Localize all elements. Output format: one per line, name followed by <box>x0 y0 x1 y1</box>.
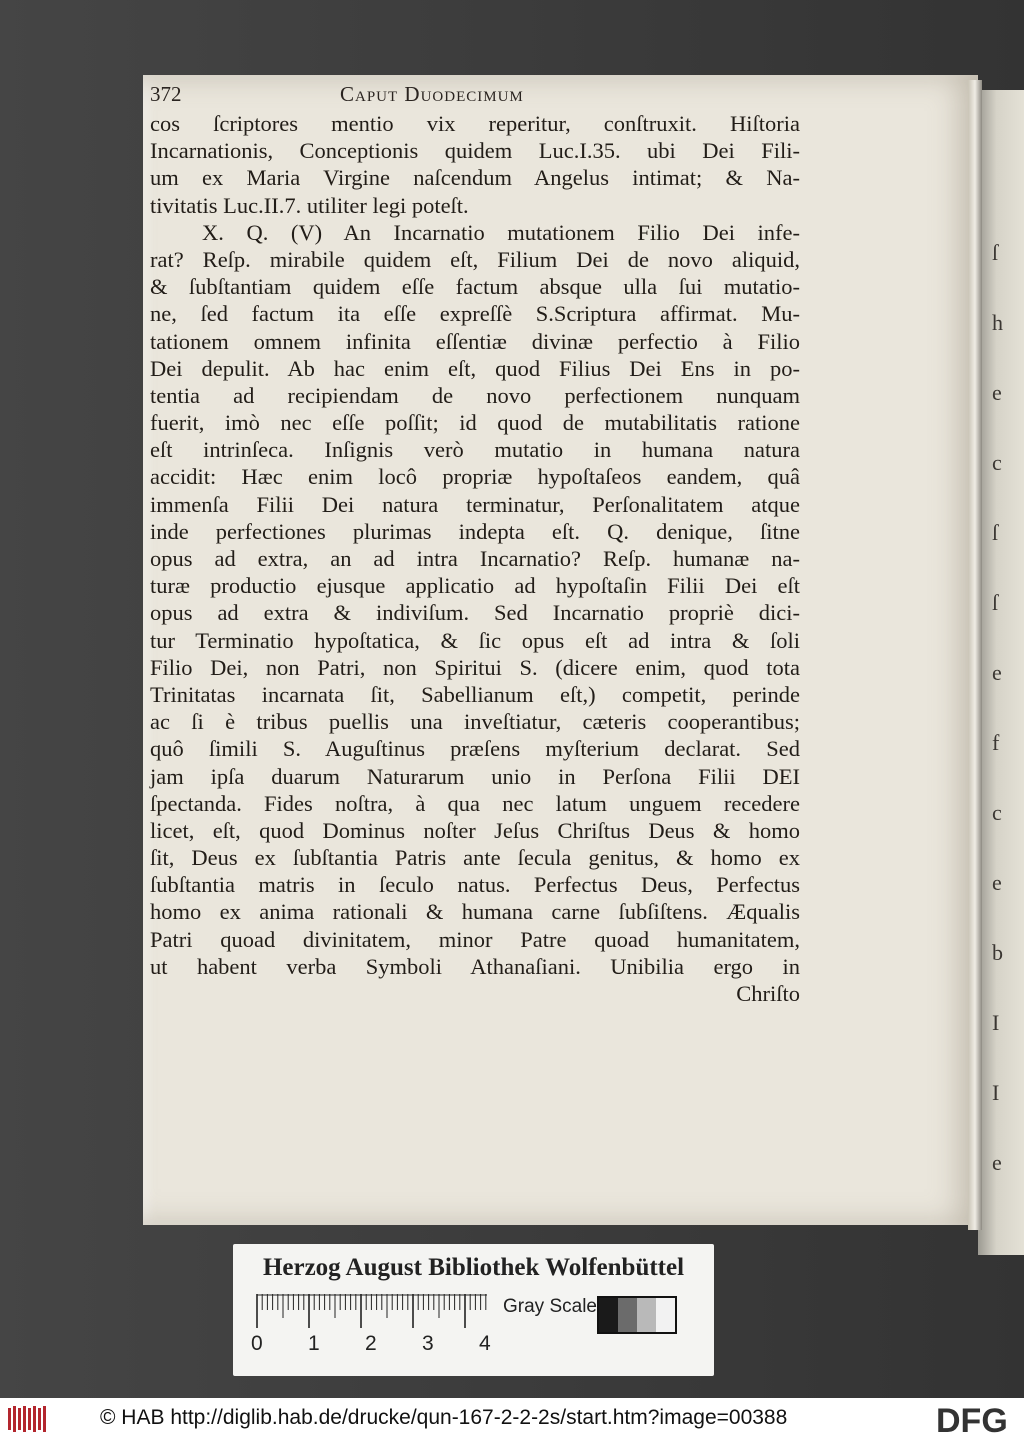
text-line: ne, ſed factum ita eſſe expreſſè S.Scriptura affirmat. Mu- <box>150 301 800 327</box>
text-line: quô ſimili S. Auguſtinus præſens myſterium declarat. Sed <box>150 736 800 762</box>
ruler-number: 3 <box>422 1332 434 1355</box>
ruler-number: 0 <box>251 1332 263 1355</box>
facing-page-glyph: ſ <box>992 240 999 265</box>
hab-logo-icon <box>6 1404 50 1434</box>
facing-page-glyph: ſ <box>992 520 999 545</box>
text-line: jam ipſa duarum Naturarum unio in Perſona Filii DEI <box>150 763 800 789</box>
gray-swatch <box>656 1298 675 1332</box>
running-header <box>150 82 620 112</box>
text-line: inde perfectiones plurimas indepta eſt. Q. denique, ſitne <box>150 518 800 544</box>
facing-page-glyph: c <box>992 450 1002 475</box>
footer-bar <box>0 1398 1024 1440</box>
facing-page-glyph: f <box>992 730 1000 755</box>
ruler-number: 4 <box>479 1332 491 1355</box>
text-line: turæ productio ejusque applicatio ad hypoſtaſin Filii Dei eſt <box>150 573 800 599</box>
text-line: ac ſi è tribus puellis una inveſtiatur, cæteris cooperantibus; <box>150 709 800 735</box>
library-color-card <box>233 1244 714 1376</box>
facing-page-glyph: e <box>992 660 1002 685</box>
facing-page-glyph: e <box>992 870 1002 895</box>
text-line: rat? Reſp. mirabile quidem eſt, Filium Dei de novo aliquid, <box>150 246 800 272</box>
text-line: ſit, Deus ex ſubſtantia Patris ante ſecula genitus, & homo ex <box>150 845 800 871</box>
text-line: Chriſto <box>736 981 800 1006</box>
ruler-numbers <box>251 1332 511 1358</box>
copyright-url[interactable]: © HAB http://diglib.hab.de/drucke/qun-167-2-2-2s/start.htm?image=00388 <box>100 1406 788 1429</box>
ruler-number: 2 <box>365 1332 377 1355</box>
text-line: eſt intrinſeca. Inſignis verò mutatio in humana natura <box>150 437 800 463</box>
text-line: um ex Maria Virgine naſcendum Angelus intimat; & Na- <box>150 165 800 191</box>
gray-swatch <box>618 1298 637 1332</box>
text-line: & ſubſtantiam quidem eſſe factum absque ulla ſui mutatio- <box>150 274 800 300</box>
facing-page-glyph: h <box>992 310 1003 335</box>
dfg-logo <box>934 1401 1018 1437</box>
text-line: Incarnationis, Conceptionis quidem Luc.I.35. ubi Dei Fili- <box>150 138 800 164</box>
text-line: Patri quoad divinitatem, minor Patre quoad humanitatem, <box>150 926 800 952</box>
text-line: tentia ad recipiendam de novo perfectionem nunquam <box>150 382 800 408</box>
text-line: X. Q. (V) An Incarnatio mutationem Filio Dei infe- <box>202 219 800 245</box>
text-line: Filio Dei, non Patri, non Spiritui S. (dicere enim, quod tota <box>150 654 800 680</box>
page-fold-shadow <box>968 80 982 1230</box>
text-line: Trinitatas incarnata ſit, Sabellianum eſt,) competit, perinde <box>150 681 800 707</box>
text-line: Dei depulit. Ab hac enim eſt, quod Filius Dei Ens in po- <box>150 355 800 381</box>
text-line: ut habent verba Symboli Athanaſiani. Unibilia ergo in <box>150 953 800 979</box>
page-number: 372 <box>150 82 182 106</box>
gray-scale-label: Gray Scale <box>503 1296 597 1317</box>
gray-swatch <box>637 1298 656 1332</box>
text-line: opus ad extra & indiviſum. Sed Incarnatio propriè dici- <box>150 600 800 626</box>
text-line: ſpectanda. Fides noſtra, à qua nec latum unguem recedere <box>150 790 800 816</box>
dfg-logo-text: DFG <box>936 1402 1008 1437</box>
gray-scale-swatches <box>597 1296 677 1334</box>
text-line: accidit: Hæc enim locô propriæ hypoſtaſeos eandem, quâ <box>150 464 800 490</box>
body-text <box>150 110 800 1007</box>
text-line: tur Terminatio hypoſtatica, & ſic opus eſt ad intra & ſoli <box>150 627 800 653</box>
text-line: tationem omnem infinita eſſentiæ divinæ perfectio à Filio <box>150 328 800 354</box>
text-line: homo ex anima rationali & humana carne ſubſiſtens. Æqualis <box>150 899 800 925</box>
facing-page-glyph: I <box>992 1080 1000 1105</box>
facing-page-glyph: e <box>992 1150 1002 1175</box>
ruler-number: 1 <box>308 1332 320 1355</box>
facing-page-glyph: I <box>992 1010 1000 1035</box>
institution-name: Herzog August Bibliothek Wolfenbüttel <box>262 1254 685 1281</box>
running-title: Caput Duodecimum <box>340 82 524 106</box>
text-line: licet, eſt, quod Dominus noſter Jeſus Chriſtus Deus & homo <box>150 817 800 843</box>
facing-page-glyph: ſ <box>992 590 999 615</box>
facing-page-glyph: e <box>992 380 1002 405</box>
gray-swatch <box>599 1298 618 1332</box>
measurement-ruler <box>253 1294 493 1330</box>
text-line: immenſa Filii Dei natura terminatur, Perſonalitatem atque <box>150 491 800 517</box>
text-line: tivitatis Luc.II.7. utiliter legi poteſt. <box>150 192 469 218</box>
text-line: cos ſcriptores mentio vix reperitur, conſtruxit. Hiſtoria <box>150 111 800 136</box>
facing-page-glyph: b <box>992 940 1003 965</box>
facing-page-glyph: c <box>992 800 1002 825</box>
text-line: ſubſtantia matris in ſeculo natus. Perfectus Deus, Perfectus <box>150 872 800 898</box>
text-line: fuerit, imò nec eſſe poſſit; id quod de mutabilitatis ratione <box>150 410 800 436</box>
facing-page-edge <box>978 90 1024 1255</box>
text-line: opus ad extra, an ad intra Incarnatio? Reſp. humanæ na- <box>150 546 800 571</box>
